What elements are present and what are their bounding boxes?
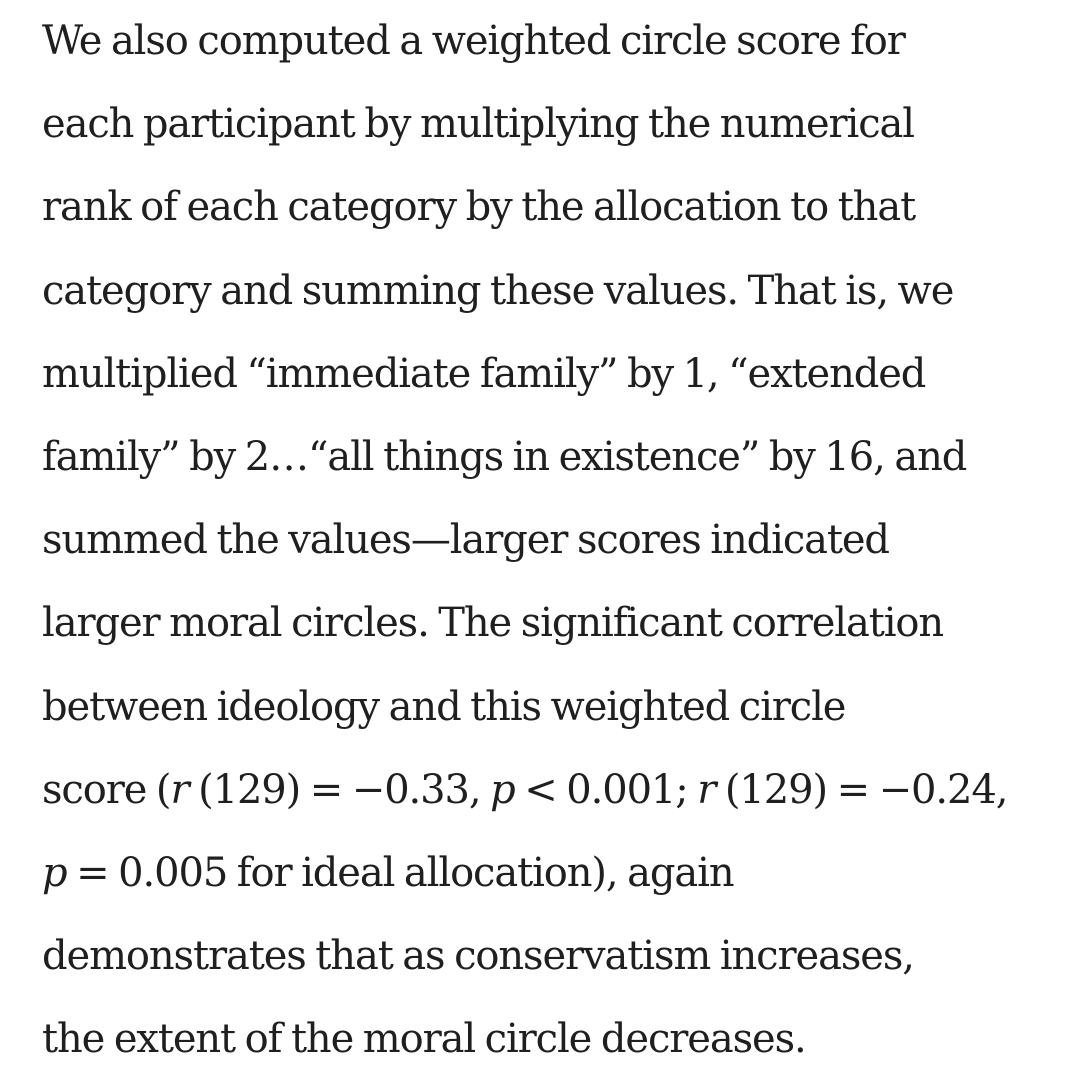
paragraph-line-13: the extent of the moral circle decreases. [42, 1016, 806, 1063]
paragraph-line-1: We also computed a weighted circle score for [42, 18, 905, 64]
stat-p2-symbol: p [42, 849, 67, 896]
paragraph-line-4: category and summing these values. That is, we [42, 267, 954, 314]
paragraph-line-10-stats [42, 749, 1072, 832]
stat-p2-value: = 0.005 for ideal allocation), again [66, 849, 734, 896]
paragraph-line-6: family” by 2…“all things in existence” by 16, and [42, 433, 967, 480]
stats-prefix: score ( [42, 766, 171, 813]
paragraph-line-3: rank of each category by the allocation to that [42, 184, 916, 231]
paragraph-line-9: between ideology and this weighted circle [42, 683, 846, 730]
stat-r2-value: (129) = −0.24, [715, 766, 1008, 813]
paragraph-line-12: demonstrates that as conservatism increases, [42, 933, 914, 980]
paragraph-line-8: larger moral circles. The significant correlation [42, 600, 944, 647]
paragraph-line-11-stats [42, 832, 1072, 915]
paragraph-line-5: multiplied “immediate family” by 1, “extended [42, 350, 926, 397]
body-paragraph [42, 0, 1072, 1081]
paragraph-line-7: summed the values—larger scores indicated [42, 517, 889, 564]
stat-r-symbol: r [170, 766, 189, 813]
stat-r-value: (129) = −0.33, [188, 766, 491, 813]
stat-r2-symbol: r [697, 766, 716, 813]
stat-p-value: < 0.001; [514, 766, 698, 813]
stat-p-symbol: p [490, 766, 515, 813]
paragraph-line-2: each participant by multiplying the numerical [42, 101, 914, 148]
